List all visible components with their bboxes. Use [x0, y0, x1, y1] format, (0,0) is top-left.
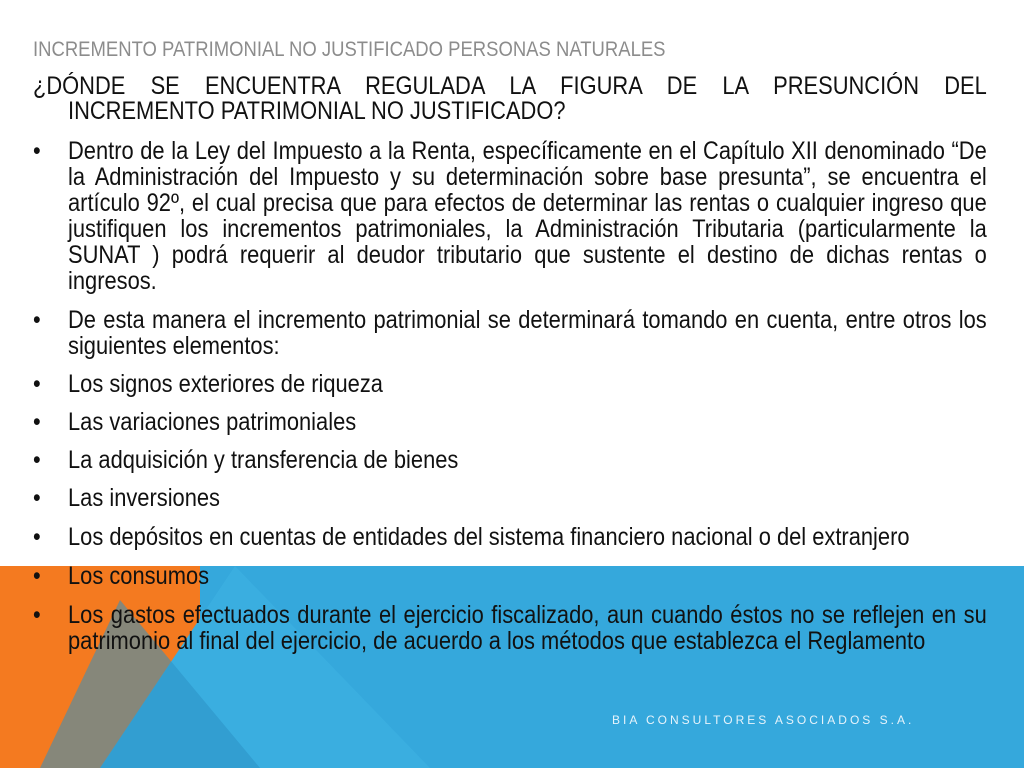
bullet-dot: • — [33, 523, 41, 551]
question-heading — [33, 74, 987, 124]
footer-company-name: BIA CONSULTORES ASOCIADOS S.A. — [612, 713, 915, 727]
bullet-item — [33, 409, 987, 435]
bullet-text: Los gastos efectuados durante el ejercicio fiscalizado, aun cuando éstos no se reflejen en su patrimonio al final del ejercicio, de acuerdo a los métodos que establezca el Reglamento — [68, 601, 987, 655]
bullet-dot: • — [33, 408, 41, 436]
bullet-dot: • — [33, 137, 41, 165]
bullet-text: Las inversiones — [68, 484, 221, 512]
question-line-2: INCREMENTO PATRIMONIAL NO JUSTIFICADO? — [68, 97, 566, 125]
bullet-item — [33, 307, 987, 359]
bullet-item — [33, 138, 987, 294]
bullet-list — [33, 138, 987, 654]
question-line-1: ¿DÓNDE SE ENCUENTRA REGULADA LA FIGURA DE LA PRESUNCIÓN DEL — [33, 72, 987, 100]
bullet-dot: • — [33, 370, 41, 398]
bullet-text: Dentro de la Ley del Impuesto a la Renta, específicamente en el Capítulo XII denominado “De la Administración del Impuesto y su determinación sobre base presunta”, se encuentra el artículo 92º, el cual precisa que para efectos de determinar las rentas o cualquier ingreso que justifiquen los incrementos patrimoniales, la Administración Tributaria (particularmente la SUNAT ) podrá requerir al deudor tributario que sustente el destino de dichas rentas o ingresos. — [68, 137, 987, 295]
bullet-text: Las variaciones patrimoniales — [68, 408, 357, 436]
bullet-item — [33, 371, 987, 397]
bullet-item — [33, 524, 987, 550]
bullet-dot: • — [33, 306, 41, 334]
bullet-item — [33, 485, 987, 511]
bullet-item — [33, 563, 987, 589]
slide-title: INCREMENTO PATRIMONIAL NO JUSTIFICADO PERSONAS NATURALES — [33, 38, 666, 61]
bullet-dot: • — [33, 601, 41, 629]
bullet-text: Los signos exteriores de riqueza — [68, 370, 383, 398]
bullet-text: De esta manera el incremento patrimonial se determinará tomando en cuenta, entre otros los siguientes elementos: — [68, 306, 987, 360]
bullet-dot: • — [33, 484, 41, 512]
bullet-text: La adquisición y transferencia de bienes — [68, 446, 459, 474]
bullet-text: Los consumos — [68, 562, 210, 590]
bullet-item — [33, 602, 987, 654]
bullet-item — [33, 447, 987, 473]
bullet-text: Los depósitos en cuentas de entidades del sistema financiero nacional o del extranjero — [68, 523, 910, 551]
bullet-dot: • — [33, 446, 41, 474]
bullet-dot: • — [33, 562, 41, 590]
